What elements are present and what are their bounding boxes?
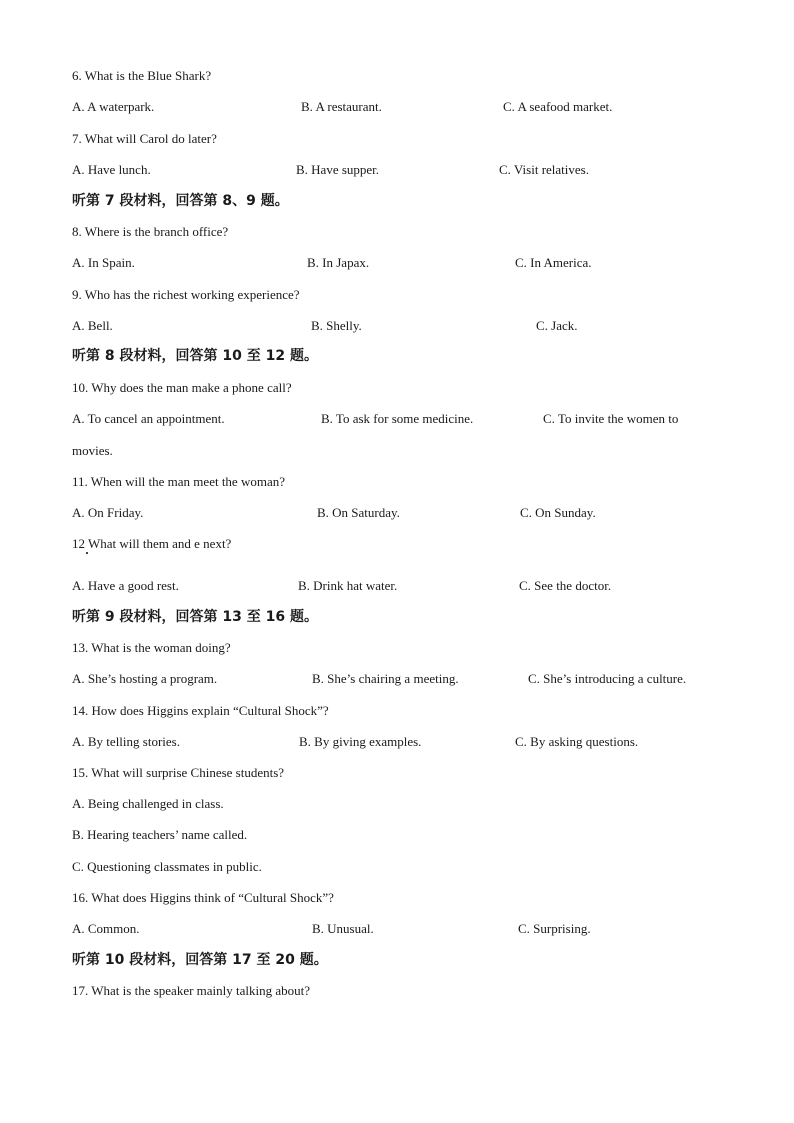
- option-10a: A. To cancel an appointment.: [72, 411, 225, 426]
- question-9: 9. Who has the richest working experience?: [72, 287, 300, 302]
- option-13b: B. She’s chairing a meeting.: [312, 671, 459, 686]
- option-6c: C. A seafood market.: [503, 99, 613, 114]
- option-12c: C. See the doctor.: [519, 578, 612, 593]
- option-16c: C. Surprising.: [518, 921, 591, 936]
- option-10b: B. To ask for some medicine.: [321, 411, 474, 426]
- stray-dot: [86, 552, 88, 554]
- option-7a: A. Have lunch.: [72, 162, 151, 177]
- option-9a: A. Bell.: [72, 318, 113, 333]
- question-11: 11. When will the man meet the woman?: [72, 474, 285, 489]
- option-11c: C. On Sunday.: [520, 505, 596, 520]
- section-10-heading: 听第 10 段材料，回答第 17 至 20 题。: [72, 952, 328, 968]
- option-14a: A. By telling stories.: [72, 734, 180, 749]
- question-10: 10. Why does the man make a phone call?: [72, 380, 292, 395]
- question-16: 16. What does Higgins think of “Cultural Shock”?: [72, 890, 334, 905]
- option-12b: B. Drink hat water.: [298, 578, 398, 593]
- option-13a: A. She’s hosting a program.: [72, 671, 218, 686]
- option-10c: C. To invite the women to: [543, 411, 679, 426]
- section-9-heading: 听第 9 段材料，回答第 13 至 16 题。: [72, 609, 318, 625]
- section-8-heading: 听第 8 段材料，回答第 10 至 12 题。: [72, 348, 318, 364]
- section-7-heading: 听第 7 段材料，回答第 8、9 题。: [72, 193, 289, 209]
- option-14c: C. By asking questions.: [515, 734, 639, 749]
- question-8: 8. Where is the branch office?: [72, 224, 229, 239]
- option-14b: B. By giving examples.: [299, 734, 422, 749]
- option-10c-continued: movies.: [72, 443, 113, 458]
- option-15c: C. Questioning classmates in public.: [72, 859, 262, 874]
- option-11b: B. On Saturday.: [317, 505, 400, 520]
- option-6b: B. A restaurant.: [301, 99, 382, 114]
- option-8a: A. In Spain.: [72, 255, 135, 270]
- option-9b: B. Shelly.: [311, 318, 362, 333]
- question-12: 12 What will them and e next?: [72, 536, 232, 551]
- question-6: 6. What is the Blue Shark?: [72, 68, 212, 83]
- option-15b: B. Hearing teachers’ name called.: [72, 827, 248, 842]
- question-13: 13. What is the woman doing?: [72, 640, 231, 655]
- option-7c: C. Visit relatives.: [499, 162, 589, 177]
- option-9c: C. Jack.: [536, 318, 578, 333]
- option-15a: A. Being challenged in class.: [72, 796, 224, 811]
- question-14: 14. How does Higgins explain “Cultural Shock”?: [72, 703, 329, 718]
- question-7: 7. What will Carol do later?: [72, 131, 217, 146]
- question-17: 17. What is the speaker mainly talking about?: [72, 983, 311, 998]
- option-7b: B. Have supper.: [296, 162, 380, 177]
- option-8c: C. In America.: [515, 255, 592, 270]
- option-13c: C. She’s introducing a culture.: [528, 671, 687, 686]
- option-16a: A. Common.: [72, 921, 140, 936]
- option-6a: A. A waterpark.: [72, 99, 155, 114]
- option-12a: A. Have a good rest.: [72, 578, 179, 593]
- option-11a: A. On Friday.: [72, 505, 144, 520]
- option-16b: B. Unusual.: [312, 921, 374, 936]
- question-15: 15. What will surprise Chinese students?: [72, 765, 285, 780]
- option-8b: B. In Japax.: [307, 255, 370, 270]
